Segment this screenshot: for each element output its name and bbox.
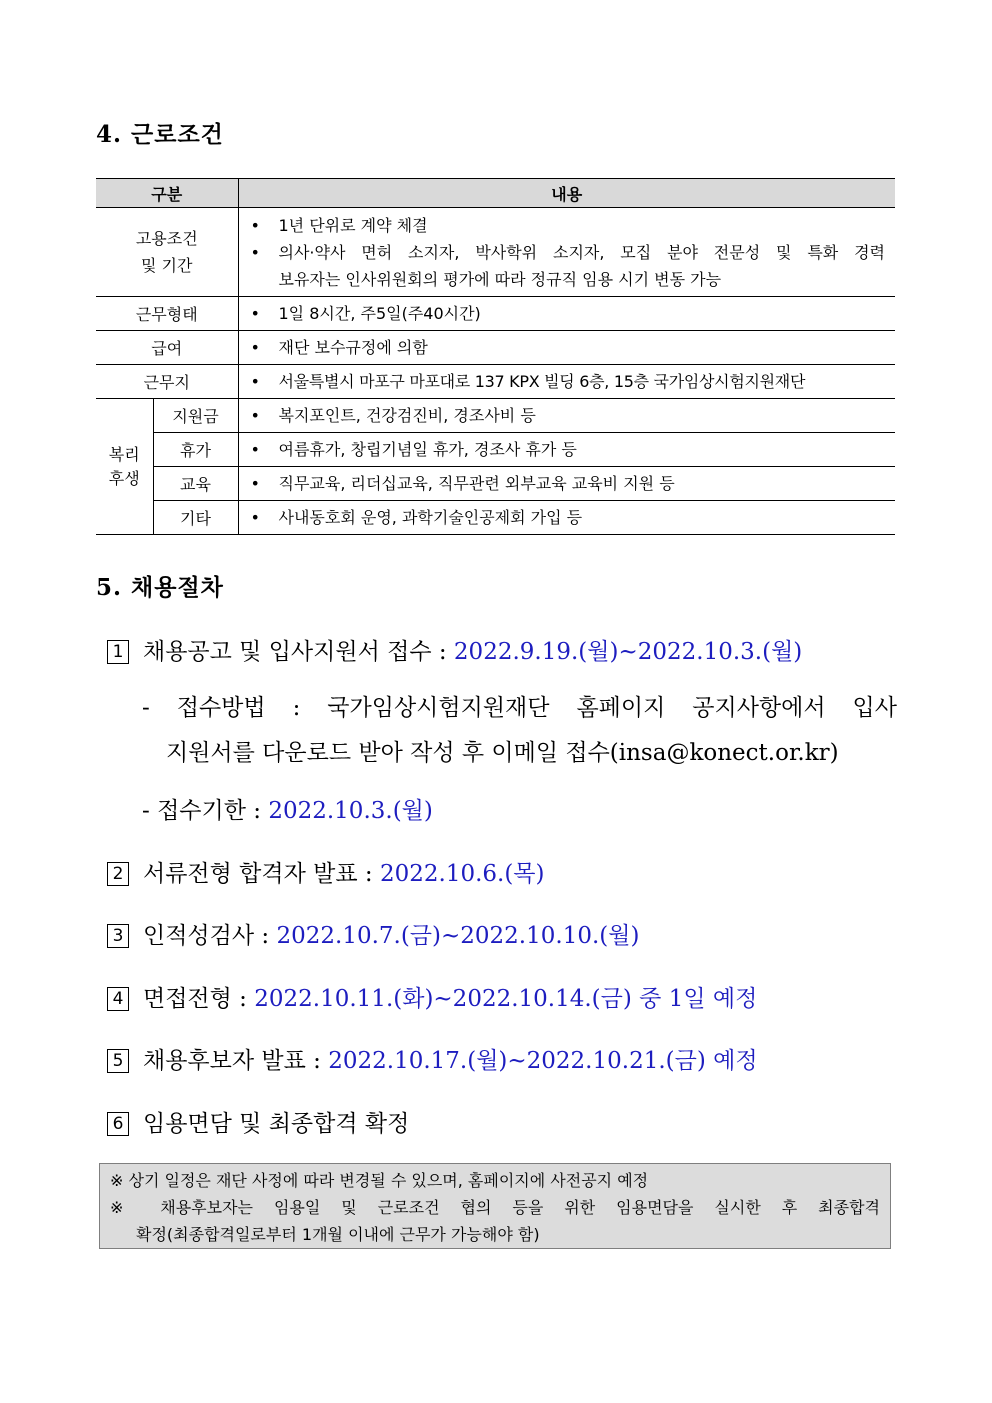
salary-label: 급여 <box>96 331 238 365</box>
table-row <box>96 331 895 365</box>
header-content: 내용 <box>238 179 895 208</box>
welfare-education-value: • 직무교육, 리더십교육, 직무관련 외부교육 교육비 지원 등 <box>239 470 896 497</box>
table-row <box>96 467 895 501</box>
notice-line: ※ 채용후보자는 임용일 및 근로조건 협의 등을 위한 임용면담을 실시한 후 최종합격 <box>110 1198 880 1217</box>
location-value: • 서울특별시 마포구 마포대로 137 KPX 빌딩 6층, 15층 국가임상시험지원재단 <box>239 368 896 395</box>
table-header-row <box>96 179 895 208</box>
work-conditions-table <box>96 178 895 535</box>
application-method-line2: 지원서를 다운로드 받아 작성 후 이메일 접수(insa@konect.or.kr) <box>166 740 839 766</box>
step-date: 2022.10.6.(목) <box>379 861 545 887</box>
section-4-title: 4. 근로조건 <box>96 121 224 148</box>
welfare-subsidy-value: • 복지포인트, 건강검진비, 경조사비 등 <box>239 402 896 429</box>
step-5: 5 채용후보자 발표 : 2022.10.17.(월)~2022.10.21.(금) 예정 <box>107 1042 758 1075</box>
welfare-subsidy-label: 지원금 <box>153 399 238 433</box>
header-category: 구분 <box>96 179 238 208</box>
welfare-education-label: 교육 <box>153 467 238 501</box>
step-number: 4 <box>107 987 129 1011</box>
work-type-label: 근무형태 <box>96 297 238 331</box>
salary-value: • 재단 보수규정에 의함 <box>239 334 896 361</box>
welfare-other-label: 기타 <box>153 501 238 535</box>
step-number: 5 <box>107 1049 129 1073</box>
section-5-title: 5. 채용절차 <box>96 574 224 601</box>
step-number: 2 <box>107 862 129 886</box>
step-date: 2022.9.19.(월)~2022.10.3.(월) <box>453 639 803 665</box>
step-date: 2022.10.17.(월)~2022.10.21.(금) 예정 <box>328 1048 758 1074</box>
table-row <box>96 208 895 297</box>
welfare-other-value: • 사내동호회 운영, 과학기술인공제회 가입 등 <box>239 504 896 531</box>
notice-line: 확정(최종합격일로부터 1개월 이내에 근무가 가능해야 함) <box>136 1225 540 1244</box>
step-4: 4 면접전형 : 2022.10.11.(화)~2022.10.14.(금) 중 1일 예정 <box>107 980 757 1013</box>
application-deadline: - 접수기한 : 2022.10.3.(월) <box>142 798 433 824</box>
step-number: 3 <box>107 924 129 948</box>
deadline-date: 2022.10.3.(월) <box>268 798 433 824</box>
location-label: 근무지 <box>96 365 238 399</box>
application-method-line1: - 접수방법 : 국가임상시험지원재단 홈페이지 공지사항에서 입사 <box>142 695 897 721</box>
employment-label: 고용조건 및 기간 <box>96 208 238 297</box>
step-1: 1 채용공고 및 입사지원서 접수 : 2022.9.19.(월)~2022.10.3.(월) <box>107 633 802 666</box>
step-date: 2022.10.11.(화)~2022.10.14.(금) 중 1일 예정 <box>254 986 758 1012</box>
list-item: • 1년 단위로 계약 체결 <box>239 212 896 239</box>
notice-box <box>99 1163 891 1249</box>
welfare-vacation-label: 휴가 <box>153 433 238 467</box>
step-number: 1 <box>107 640 129 664</box>
welfare-label: 복리 후생 <box>96 399 153 535</box>
step-date: 2022.10.7.(금)~2022.10.10.(월) <box>276 923 640 949</box>
step-6: 6 임용면담 및 최종합격 확정 <box>107 1105 409 1138</box>
step-number: 6 <box>107 1112 129 1136</box>
list-item: • 의사·약사 면허 소지자, 박사학위 소지자, 모집 분야 전문성 및 특화 경력 보유자는 인사위원회의 평가에 따라 정규직 임용 시기 변동 가능 <box>239 239 896 293</box>
table-row <box>96 297 895 331</box>
table-row <box>96 365 895 399</box>
table-row <box>96 433 895 467</box>
step-2: 2 서류전형 합격자 발표 : 2022.10.6.(목) <box>107 855 545 888</box>
work-type-value: • 1일 8시간, 주5일(주40시간) <box>239 300 896 327</box>
welfare-vacation-value: • 여름휴가, 창립기념일 휴가, 경조사 휴가 등 <box>239 436 896 463</box>
notice-line: ※ 상기 일정은 재단 사정에 따라 변경될 수 있으며, 홈페이지에 사전공지 예정 <box>110 1171 649 1190</box>
table-row <box>96 501 895 535</box>
step-3: 3 인적성검사 : 2022.10.7.(금)~2022.10.10.(월) <box>107 917 639 950</box>
table-row <box>96 399 895 433</box>
employment-value <box>238 208 895 297</box>
